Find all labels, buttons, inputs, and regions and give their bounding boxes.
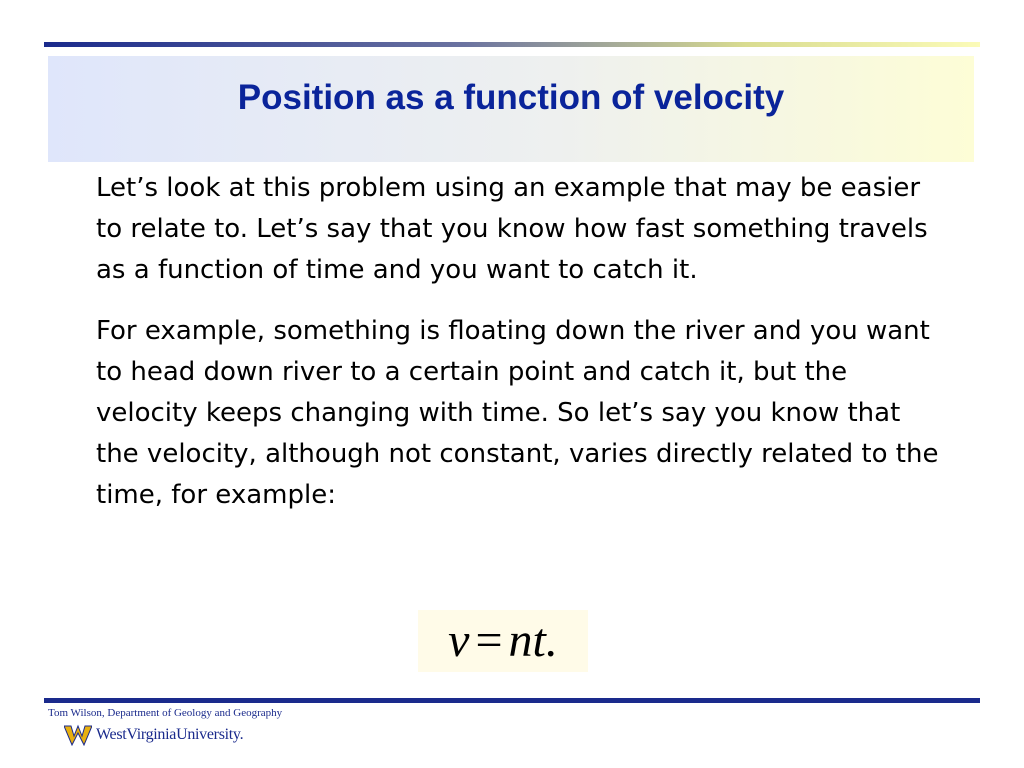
paragraph-1: Let’s look at this problem using an example that may be easier to relate to. Let’s say that you know how fast something travels as a function of time and you want to catch it. [96, 173, 928, 285]
wvu-logo [64, 724, 243, 746]
equation [418, 610, 588, 672]
title-band [48, 56, 974, 162]
top-rule [44, 42, 980, 47]
equation-lhs: v [448, 614, 470, 667]
equation-rhs: nt. [508, 614, 558, 667]
slide-title: Position as a function of velocity [237, 78, 785, 117]
footer-credit: Tom Wilson, Department of Geology and Geography [48, 707, 283, 719]
wv-logo-icon [64, 724, 92, 746]
equation-operator: = [475, 614, 503, 667]
bottom-rule [44, 698, 980, 703]
paragraph-2: For example, something is floating down the river and you want to head down river to a certain point and catch it, but the velocity keeps changing with time. So let’s say you know that the velocity, although not constant, varies directly related to the time, for example: [96, 316, 939, 510]
slide-body [96, 168, 946, 536]
logo-text: WestVirginiaUniversity. [96, 726, 244, 743]
